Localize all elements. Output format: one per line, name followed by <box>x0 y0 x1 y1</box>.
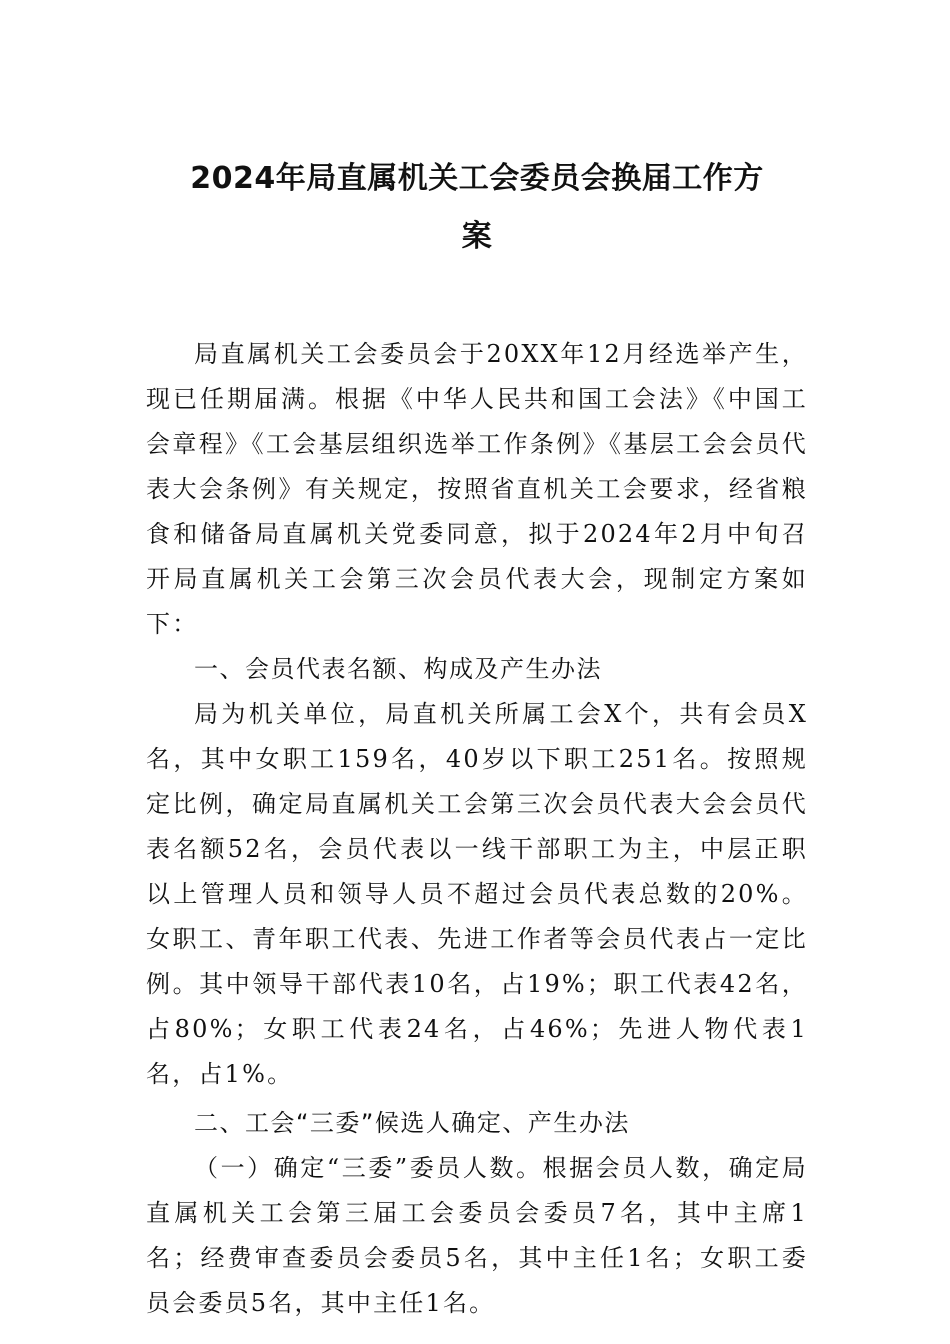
title-line-1: 2024年局直属机关工会委员会换届工作方 <box>190 161 764 196</box>
section-2-paragraph: （一）确定“三委”委员人数。根据会员人数，确定局直属机关工会第三届工会委员会委员7名，其中主席1名；经费审查委员会委员5名，其中主任1名；女职工委员会委员5名，其中主任1名。 <box>146 1154 808 1317</box>
document-page <box>146 150 808 1326</box>
section-heading-1: 一、会员代表名额、构成及产生办法 <box>194 655 602 683</box>
document-body <box>146 332 808 1326</box>
section-1-paragraph: 局为机关单位，局直机关所属工会X个，共有会员X名，其中女职工159名，40岁以下职工251名。按照规定比例，确定局直属机关工会第三次会员代表大会会员代表名额52名，会员代表以一线干部职工为主，中层正职以上管理人员和领导人员不超过会员代表总数的20%。女职工、青年职工代表、先进工作者等会员代表占一定比例。其中领导干部代表10名，占19%；职工代表42名，占80%；女职工代表24名，占46%；先进人物代表1名，占1%。 <box>146 700 808 1088</box>
intro-paragraph: 局直属机关工会委员会于20XX年12月经选举产生，现已任期届满。根据《中华人民共和国工会法》《中国工会章程》《工会基层组织选举工作条例》《基层工会会员代表大会条例》有关规定，按照省直机关工会要求，经省粮食和储备局直属机关党委同意，拟于2024年2月中旬召开局直属机关工会第三次会员代表大会，现制定方案如下： <box>146 340 808 638</box>
section-heading-2: 二、工会“三委”候选人确定、产生办法 <box>194 1109 630 1137</box>
document-title <box>146 150 808 266</box>
title-line-2: 案 <box>461 219 493 254</box>
